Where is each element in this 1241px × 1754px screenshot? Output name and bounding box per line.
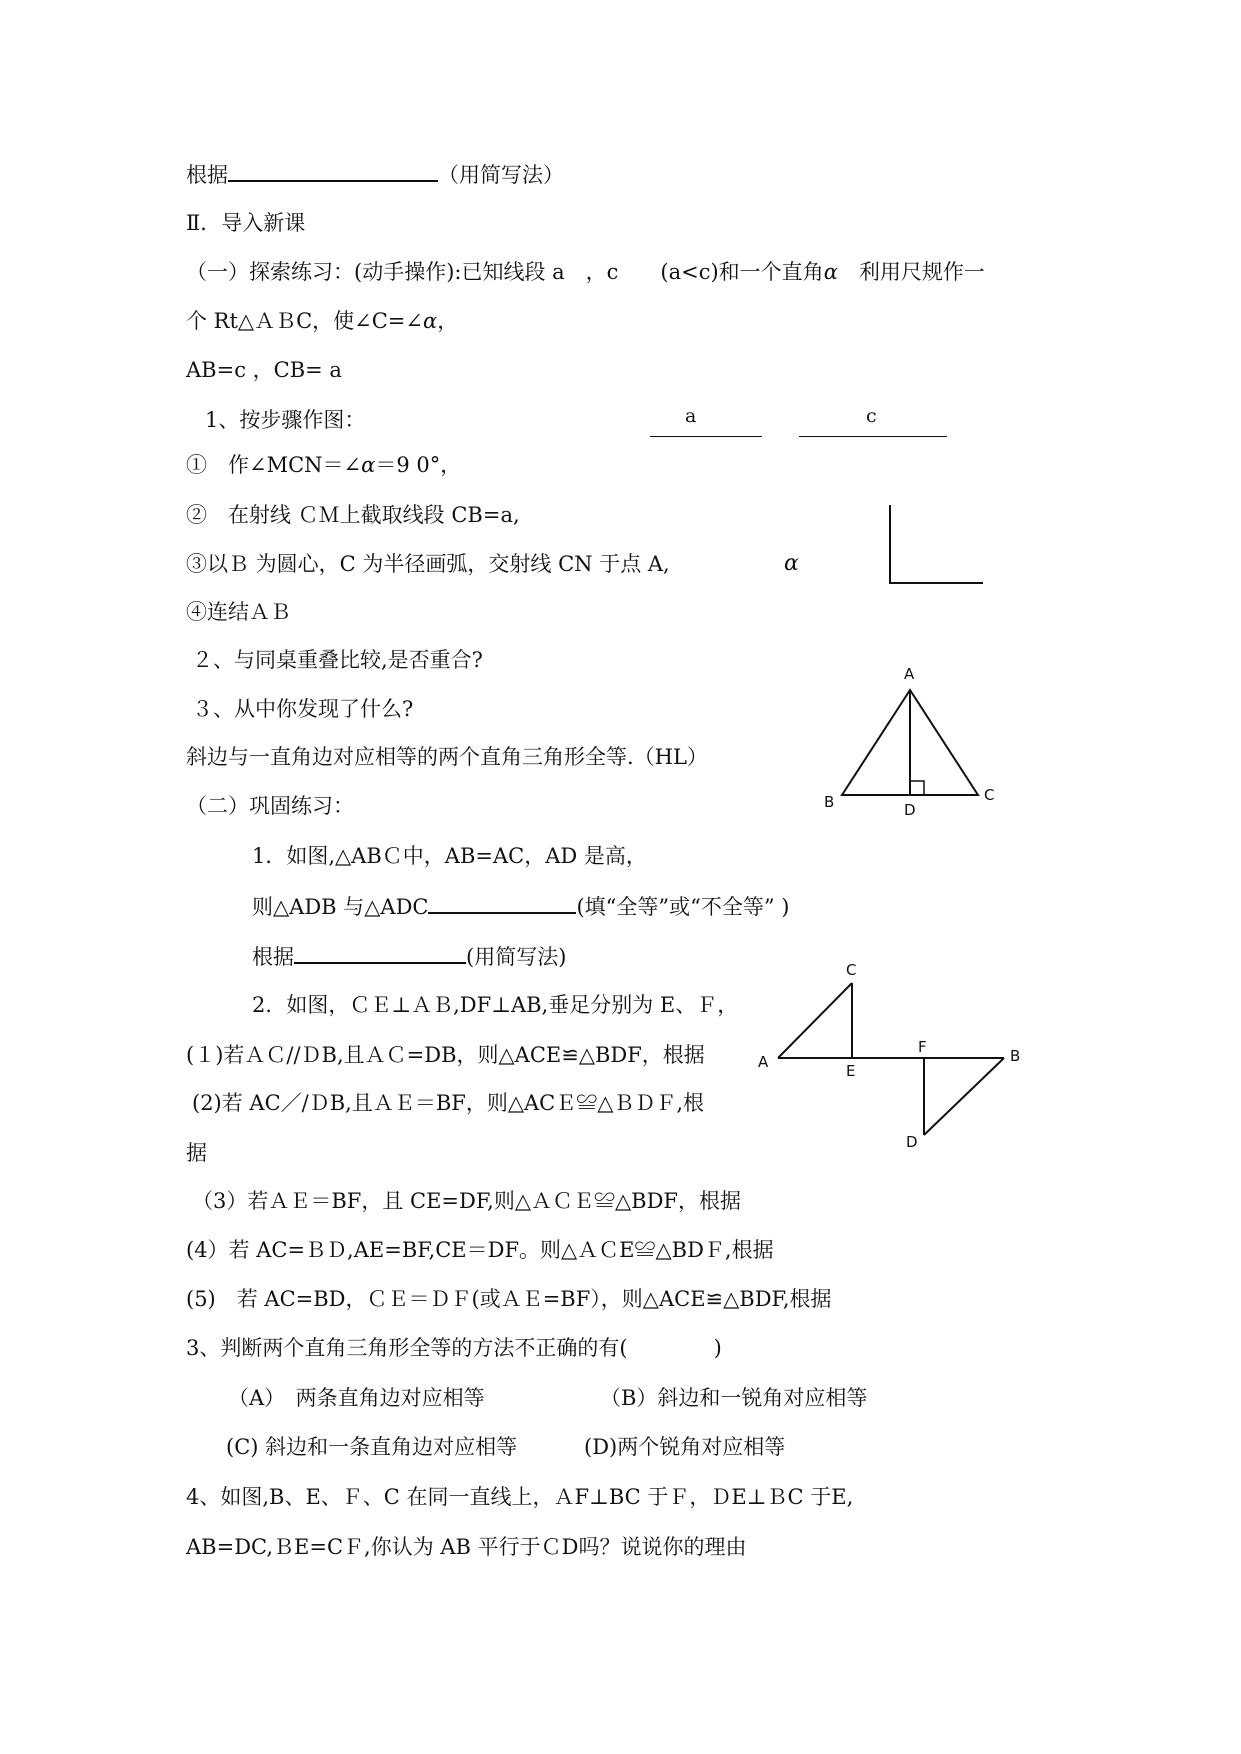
line-25 — [186, 1333, 722, 1363]
line-14 — [186, 791, 354, 821]
label-d: D — [904, 801, 916, 819]
line-21 — [186, 1138, 207, 1168]
text: AB=DC,ＢE=CＦ,你认为 AB 平行于ＣD吗？说说你的理由 — [186, 1535, 747, 1559]
text: 4、如图,B、E、Ｆ、C 在同一直线上，ＡF⊥BC 于Ｆ，ＤE⊥ＢC 于E, — [186, 1485, 854, 1509]
text: (2)若 AC／/ＤB,且ＡＥ＝BF，则△ACＥ≌△ＢＤＦ,根 — [192, 1091, 705, 1115]
text: ２、与同桌重叠比较,是否重合? — [192, 648, 483, 672]
text: ② 在射线 ＣＭ上截取线段 CB=a, — [186, 503, 520, 527]
segment-c-label: c — [866, 405, 877, 427]
line-10 — [186, 597, 291, 627]
text: (4）若 AC=ＢＤ,AE=BF,CE＝DF。则△ＡＣE≌△BDＦ,根据 — [186, 1238, 774, 1262]
line-16 — [252, 890, 790, 922]
triangles-acE-bdf-figure — [752, 955, 1022, 1155]
text: 2．如图，ＣＥ⊥ＡＢ,DF⊥AB,垂足分别为 E、Ｆ， — [252, 993, 739, 1017]
text: (１)若ＡＣ//ＤB,且ＡＣ=DB，则△ACE≌△BDF，根据 — [186, 1043, 705, 1067]
text: Ⅱ．导入新课 — [186, 211, 306, 235]
line-23 — [186, 1235, 774, 1265]
line-7 — [186, 450, 461, 480]
text: 斜边与一直角边对应相等的两个直角三角形全等.（HL） — [186, 745, 708, 769]
line-9 — [186, 549, 670, 579]
label-f: F — [918, 1038, 927, 1056]
text: （一）探索练习：(动手操作):已知线段 a ，c (a<c)和一个直角 — [186, 260, 824, 284]
angle-label: α — [784, 551, 799, 576]
answer-blank[interactable] — [228, 158, 438, 182]
line-13 — [186, 742, 708, 772]
line-8 — [186, 500, 520, 530]
text: 1．如图,△ABＣ中，AB=AC，AD 是高， — [252, 844, 647, 868]
text: AB=c ，CB= a — [186, 358, 342, 382]
line-1 — [186, 158, 564, 190]
line-22 — [192, 1186, 741, 1216]
text: 据 — [186, 1141, 207, 1165]
line-20 — [192, 1088, 704, 1118]
alpha-symbol: α — [423, 309, 438, 333]
text: ＝9 0°， — [375, 453, 462, 477]
label-d: D — [906, 1133, 918, 1151]
text: (5) 若 AC=BD，ＣＥ＝ＤＦ(或ＡＥ=BF），则△ACE≌△BDF,根据 — [186, 1287, 832, 1311]
text: (填“全等”或“不全等” ) — [576, 895, 790, 919]
label-b: B — [1010, 1047, 1021, 1065]
line-12 — [192, 694, 413, 724]
line-28 — [186, 1482, 853, 1512]
option-d — [584, 1432, 785, 1462]
option-c — [226, 1432, 517, 1462]
line-29 — [186, 1532, 746, 1562]
line-3 — [186, 257, 985, 287]
answer-blank[interactable] — [294, 940, 466, 964]
label-a: A — [758, 1053, 769, 1071]
text: 则△ADB 与△ADC — [252, 895, 429, 919]
text: 3、判断两个直角三角形全等的方法不正确的有( — [186, 1336, 628, 1360]
section-heading — [186, 208, 305, 238]
line-15 — [252, 841, 647, 871]
text: （二）巩固练习： — [186, 794, 354, 818]
text: （B）斜边和一锐角对应相等 — [600, 1386, 868, 1410]
answer-blank[interactable] — [428, 890, 576, 914]
segment-a-label: a — [685, 405, 697, 427]
alpha-symbol: α — [361, 453, 376, 477]
line-24 — [186, 1284, 832, 1314]
segment-c — [799, 436, 947, 437]
text: ， — [437, 309, 459, 333]
text: (C) 斜边和一条直角边对应相等 — [226, 1435, 518, 1459]
label-c: C — [984, 786, 995, 804]
text: ) — [713, 1336, 722, 1360]
label-c: C — [846, 961, 857, 979]
line-19 — [186, 1040, 705, 1070]
label-b: B — [824, 793, 835, 811]
text: 利用尺规作一 — [837, 260, 985, 284]
right-angle-figure — [888, 503, 998, 593]
text: （用简写法） — [438, 163, 564, 187]
option-a — [228, 1383, 485, 1413]
text: （3）若ＡＥ＝BF，且 CE=DF,则△ＡＣＥ≌△BDF，根据 — [192, 1189, 741, 1213]
text: 根据 — [252, 945, 294, 969]
label-e: E — [846, 1062, 856, 1080]
line-17 — [252, 940, 566, 972]
text: （A） 两条直角边对应相等 — [228, 1386, 485, 1410]
text: (D)两个锐角对应相等 — [584, 1435, 786, 1459]
line-4 — [186, 306, 458, 336]
text: ④连结ＡＢ — [186, 600, 291, 624]
triangle-abc-figure — [820, 665, 1020, 825]
text: ３、从中你发现了什么? — [192, 697, 414, 721]
label-a: A — [904, 665, 915, 683]
text: (用简写法) — [466, 945, 567, 969]
text: 1、按步骤作图： — [205, 408, 366, 432]
text: ① 作∠MCN＝∠ — [186, 453, 362, 477]
line-5 — [186, 355, 342, 385]
line-11 — [192, 645, 483, 675]
alpha-symbol: α — [823, 260, 838, 284]
text: ③以Ｂ 为圆心，C 为半径画弧，交射线 CN 于点 A, — [186, 552, 670, 576]
segment-a — [650, 436, 762, 437]
line-6 — [205, 405, 365, 435]
option-b — [600, 1383, 867, 1413]
line-18 — [252, 990, 738, 1020]
text: 根据 — [186, 163, 228, 187]
text: 个 Rt△ＡＢC，使∠C=∠ — [186, 309, 423, 333]
